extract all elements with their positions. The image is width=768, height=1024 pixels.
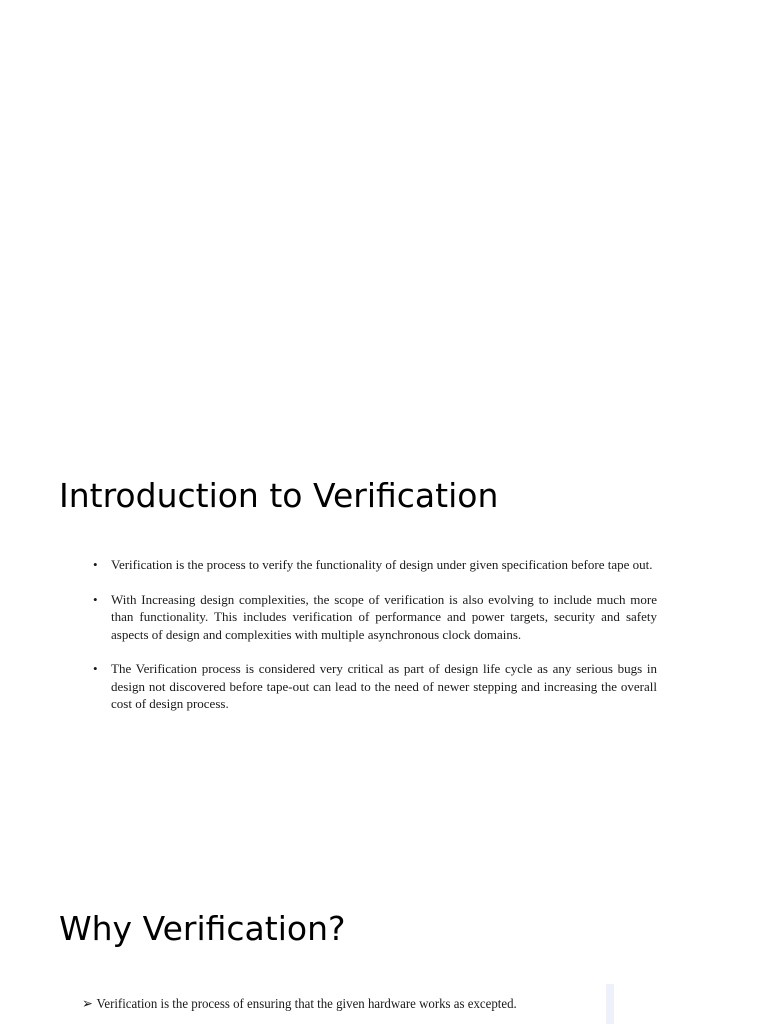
bullet-text: With Increasing design complexities, the scope of verification is also evolving to include much more than functionality. This includes verification of performance and power targets, security and safety aspects of design and complexities with multiple asynchronous clock domains. (111, 591, 657, 642)
why-point (82, 995, 517, 1015)
list-item (89, 556, 657, 574)
list-item (89, 591, 657, 644)
arrow-bullet-icon: ➢ (82, 997, 93, 1012)
heading-introduction-to-verification: Introduction to Verification (59, 476, 499, 515)
bullet-icon: • (93, 661, 98, 676)
slide-edge-divider (606, 984, 614, 1024)
bullet-text: The Verification process is considered very critical as part of design life cycle as any serious bugs in design not discovered before tape-out can lead to the need of newer stepping and increasing the overall cost of design process. (111, 661, 657, 711)
why-point-text: Verification is the process of ensuring that the given hardware works as excepted. (96, 997, 517, 1012)
bullet-text: Verification is the process to verify the functionality of design under given specification before tape out. (111, 557, 653, 572)
list-item (89, 660, 657, 713)
bullet-icon: • (93, 557, 98, 572)
intro-bullet-list (89, 556, 657, 730)
heading-why-verification: Why Verification? (59, 909, 346, 948)
bullet-icon: • (93, 591, 98, 607)
